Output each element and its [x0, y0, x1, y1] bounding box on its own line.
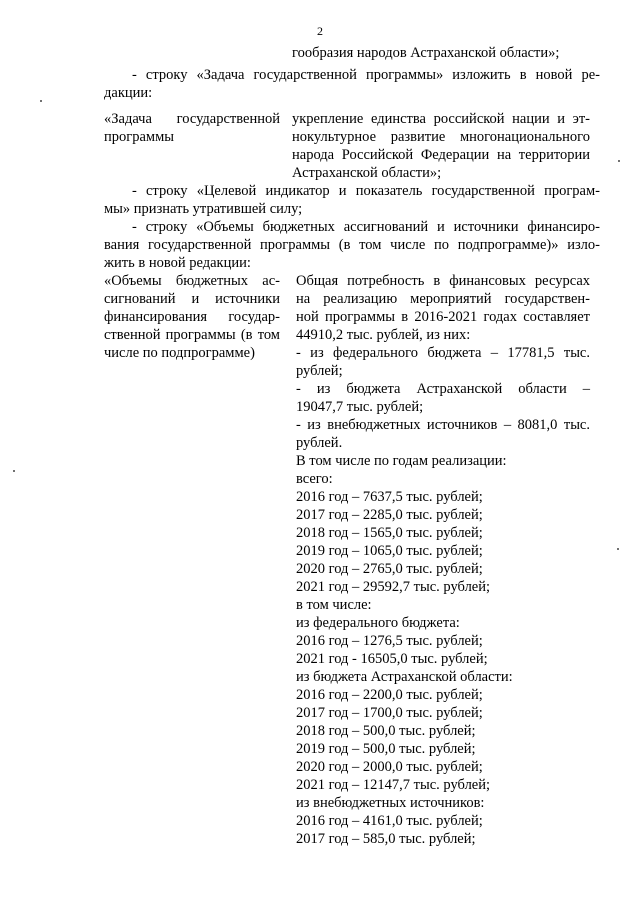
- budget-value-line-30: из внебюджетных источников:: [296, 795, 485, 811]
- budget-value-line-20: из федерального бюджета:: [296, 615, 460, 631]
- item-task-line-1: - строку «Задача государственной программы» изложить в новой ре-: [132, 67, 600, 83]
- budget-value-line-29: 2021 год – 12147,7 тыс. рублей;: [296, 777, 491, 793]
- budget-label-line-3: финансирования государ-: [104, 309, 280, 325]
- budget-value-line-31: 2016 год – 4161,0 тыс. рублей;: [296, 813, 483, 829]
- budget-value-line-6: рублей;: [296, 363, 343, 379]
- budget-value-line-19: в том числе:: [296, 597, 372, 613]
- budget-value-line-17: 2020 год – 2765,0 тыс. рублей;: [296, 561, 483, 577]
- budget-value-line-21: 2016 год – 1276,5 тыс. рублей;: [296, 633, 483, 649]
- budget-label-line-2: сигнований и источники: [104, 291, 280, 307]
- budget-value-line-22: 2021 год - 16505,0 тыс. рублей;: [296, 651, 488, 667]
- budget-value-line-12: всего:: [296, 471, 333, 487]
- budget-value-line-25: 2017 год – 1700,0 тыс. рублей;: [296, 705, 483, 721]
- scan-speck: [618, 160, 620, 162]
- budget-value-line-10: рублей.: [296, 435, 343, 451]
- budget-value-line-27: 2019 год – 500,0 тыс. рублей;: [296, 741, 476, 757]
- budget-label-line-1: «Объемы бюджетных ас-: [104, 273, 280, 289]
- task-value-line-4: Астраханской области»;: [292, 165, 442, 181]
- continued-line: гообразия народов Астраханской области»;: [292, 45, 560, 61]
- item-budget-line-1: - строку «Объемы бюджетных ассигнований и источники финансиро-: [132, 219, 600, 235]
- budget-value-line-11: В том числе по годам реализации:: [296, 453, 507, 469]
- budget-value-line-1: Общая потребность в финансовых ресурсах: [296, 273, 590, 289]
- task-value-line-2: нокультурное развитие многонационального: [292, 129, 590, 145]
- item-budget-line-3: жить в новой редакции:: [104, 255, 251, 271]
- budget-value-line-4: 44910,2 тыс. рублей, из них:: [296, 327, 471, 343]
- budget-value-line-24: 2016 год – 2200,0 тыс. рублей;: [296, 687, 483, 703]
- scan-speck: [13, 470, 15, 472]
- budget-value-line-16: 2019 год – 1065,0 тыс. рублей;: [296, 543, 483, 559]
- budget-label-line-4: ственной программы (в том: [104, 327, 280, 343]
- budget-value-line-14: 2017 год – 2285,0 тыс. рублей;: [296, 507, 483, 523]
- budget-value-line-28: 2020 год – 2000,0 тыс. рублей;: [296, 759, 483, 775]
- page-number: 2: [317, 24, 323, 38]
- budget-value-line-26: 2018 год – 500,0 тыс. рублей;: [296, 723, 476, 739]
- task-label-line-1: «Задача государственной: [104, 111, 280, 127]
- item-indicator-line-2: мы» признать утратившей силу;: [104, 201, 303, 217]
- item-indicator-line-1: - строку «Целевой индикатор и показатель государственной програм-: [132, 183, 600, 199]
- budget-value-line-13: 2016 год – 7637,5 тыс. рублей;: [296, 489, 483, 505]
- budget-label-line-5: числе по подпрограмме): [104, 345, 255, 361]
- budget-value-line-32: 2017 год – 585,0 тыс. рублей;: [296, 831, 476, 847]
- task-label-line-2: программы: [104, 129, 174, 145]
- task-value-line-3: народа Российской Федерации на территории: [292, 147, 590, 163]
- budget-value-line-7: - из бюджета Астраханской области –: [296, 381, 590, 397]
- item-task-line-2: дакции:: [104, 85, 153, 101]
- scan-speck: [617, 548, 619, 550]
- budget-value-line-2: на реализацию мероприятий государствен-: [296, 291, 590, 307]
- budget-value-line-18: 2021 год – 29592,7 тыс. рублей;: [296, 579, 491, 595]
- budget-value-line-23: из бюджета Астраханской области:: [296, 669, 513, 685]
- budget-value-line-8: 19047,7 тыс. рублей;: [296, 399, 424, 415]
- scan-speck: [40, 100, 42, 102]
- budget-value-line-3: ной программы в 2016-2021 годах составляет: [296, 309, 590, 325]
- task-value-line-1: укрепление единства российской нации и эт-: [292, 111, 590, 127]
- item-budget-line-2: вания государственной программы (в том числе по подпрограмме)» изло-: [104, 237, 600, 253]
- budget-value-line-5: - из федерального бюджета – 17781,5 тыс.: [296, 345, 590, 361]
- budget-value-line-15: 2018 год – 1565,0 тыс. рублей;: [296, 525, 483, 541]
- budget-value-line-9: - из внебюджетных источников – 8081,0 тыс.: [296, 417, 590, 433]
